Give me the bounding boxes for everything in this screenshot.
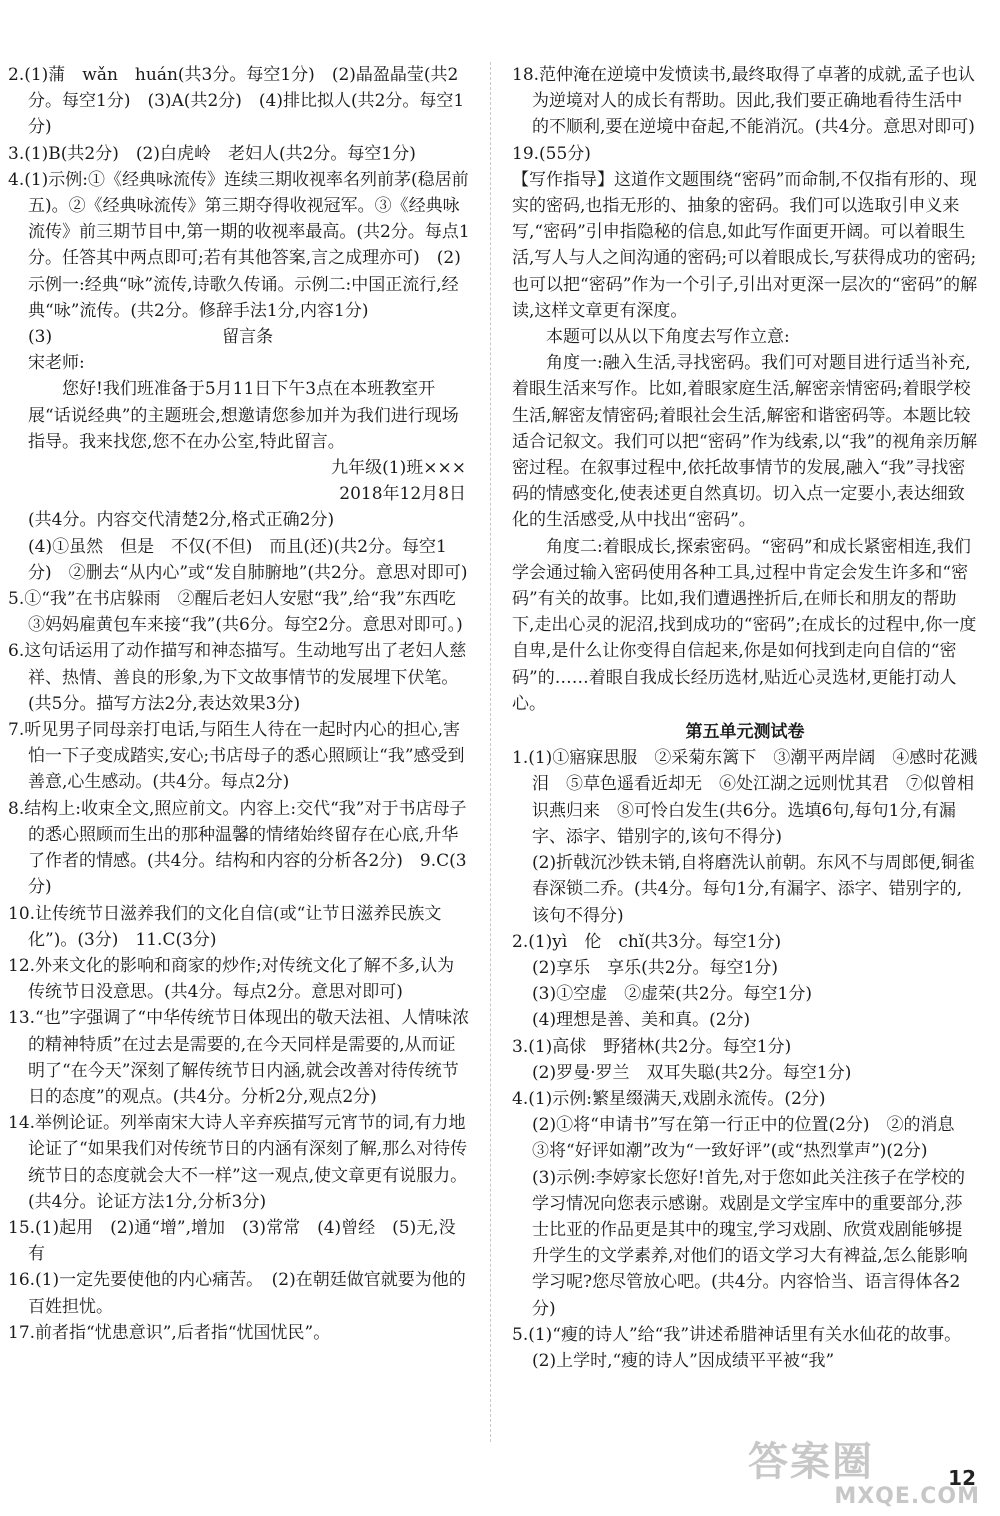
column-divider	[490, 62, 491, 1442]
answer-4: 4.(1)示例:①《经典咏流传》连续三期收视率名列前茅(稳居前五)。②《经典咏流传》第三期夺得收视冠军。③《经典咏流传》前三期节目中,第一期的收视率最高。(共2分。每点1分。任答其中两点即可;若有其他答案,言之成理亦可) (2)示例一:经典“咏”流传,诗歌久传诵。示例二:中国正流行,经典“咏”流传。(共2分。修辞手法1分,内容1分)	[8, 169, 470, 321]
unit5-answer-2-3: (3)①空虚 ②虚荣(共2分。每空1分)	[532, 984, 812, 1005]
answer-12: 12.外来文化的影响和商家的炒作;对传统文化了解不多,认为传统节日没意思。(共4分。每点2分。意思对即可)	[8, 955, 455, 1003]
unit5-answer-2-2: (2)享乐 享乐(共2分。每空1分)	[532, 957, 778, 978]
watermark	[748, 1440, 980, 1510]
note-signature: 九年级(1)班×××	[331, 458, 466, 479]
answer-13: 13.“也”字强调了“中华传统节日体现出的敬天法祖、人情味浓的精神特质”在过去是需要的,在今天同样是需要的,从而证明了“在今天”深刻了解传统节日内涵,就会改善对待传统节日的态度”的观点。(共4分。分析2分,观点2分)	[8, 1008, 470, 1107]
answer-18: 18.范仲淹在逆境中发愤读书,最终取得了卓著的成就,孟子也认为逆境对人的成长有帮助。因此,我们要正确地看待生活中的不顺利,要在逆境中奋起,不能消沉。(共4分。意思对即可)	[512, 65, 975, 138]
note-number: (3)	[28, 327, 53, 348]
answer-7: 7.听见男子同母亲打电话,与陌生人待在一起时内心的担心,害怕一下子变成踏实,安心;书店母子的悉心照顾让“我”感受到善意,心生感动。(共4分。每点2分)	[8, 720, 465, 793]
unit5-answer-2-1: 2.(1)yì 伦 chǐ(共3分。每空1分)	[512, 931, 782, 952]
right-column	[512, 62, 978, 1374]
answer-6: 6.这句话运用了动作描写和神态描写。生动地写出了老妇人慈祥、热情、善良的形象,为下文故事情节的发展埋下伏笔。(共5分。描写方法2分,表达效果3分)	[8, 641, 467, 714]
unit5-answer-4-2: (2)①将“申请书”写在第一行正中的位置(2分) ②的消息 ③将“好评如潮”改为“一致好评”(或“热烈掌声”)(2分)	[532, 1115, 972, 1162]
answer-10-11: 10.让传统节日滋养我们的文化自信(或“让节日滋养民族文化”)。(3分) 11.C(3分)	[8, 903, 442, 950]
answer-2: 2.(1)蒲 wǎn huán(共3分。每空1分) (2)晶盈晶莹(共2分。每空1分) (3)A(共2分) (4)排比拟人(共2分。每空1分)	[8, 65, 465, 138]
unit5-answer-2-4: (4)理想是善、美和真。(2分)	[532, 1010, 751, 1031]
left-column	[8, 62, 473, 1346]
writing-guide: 【写作指导】这道作文题围绕“密码”而命制,不仅指有形的、现实的密码,也指无形的、抽象的密码。我们可以选取引申义来写,“密码”引申指隐秘的信息,如此写作面更开阔。可以着眼生活,写人与人之间沟通的密码;可以着眼成长,写获得成功的密码;也可以把“密码”作为一个引子,引出对更深一层次的“密码”的解读,这样文章更有深度。	[512, 169, 978, 321]
note-salutation: 宋老师:	[28, 353, 85, 374]
unit5-answer-4-3: (3)示例:李婷家长您好!首先,对于您如此关注孩子在学校的学习情况向您表示感谢。戏剧是文学宝库中的重要部分,莎士比亚的作品更是其中的瑰宝,学习戏剧、欣赏戏剧能够提升学生的文学素养,对他们的语文学习大有裨益,怎么能影响学习呢?您尽管放心吧。(共4分。内容恰当、语言得体各2分)	[532, 1167, 968, 1319]
watermark-logo: 答案圈	[748, 1439, 874, 1485]
unit5-answer-1-2: (2)折戟沉沙铁未销,自将磨洗认前朝。东风不与周郎便,铜雀春深锁二乔。(共4分。每句1分,有漏字、添字、错别字的,该句不得分)	[532, 853, 975, 926]
answer-4-4: (4)①虽然 但是 不仅(不但) 而且(还)(共2分。每空1分) ②删去“从内心”或“发自肺腑地”(共2分。意思对即可)	[28, 536, 468, 583]
watermark-url: MXQE.COM	[834, 1484, 980, 1509]
note-scoring: (共4分。内容交代清楚2分,格式正确2分)	[28, 510, 335, 531]
answer-5: 5.①“我”在书店躲雨 ②醒后老妇人安慰“我”,给“我”东西吃 ③妈妈雇黄包车来接“我”(共6分。每空2分。意思对即可。)	[8, 589, 473, 636]
answer-16: 16.(1)一定先要使他的内心痛苦。 (2)在朝廷做官就要为他的百姓担忧。	[8, 1270, 466, 1317]
page-number: 12	[948, 1466, 976, 1490]
unit5-answer-3-1: 3.(1)高俅 野猪林(共2分。每空1分)	[512, 1036, 792, 1057]
answer-8-9: 8.结构上:收束全文,照应前文。内容上:交代“我”对于书店母子的悉心照顾而生出的那种温馨的情绪始终留存在心底,升华了作者的情感。(共4分。结构和内容的分析各2分) 9.C(3分)	[8, 798, 467, 898]
note-heading-row	[8, 324, 470, 350]
unit5-answer-5: 5.(1)“瘦的诗人”给“我”讲述希腊神话里有关水仙花的故事。 (2)上学时,“瘦的诗人”因成绩平平被“我”	[512, 1324, 970, 1371]
unit5-answer-1-1: 1.(1)①寤寐思服 ②采菊东篱下 ③潮平两岸阔 ④感时花溅泪 ⑤草色遥看近却无 ⑥处江湖之远则忧其君 ⑦似曾相识燕归来 ⑧可怜白发生(共6分。选填6句,每句1分,有漏字、添字、错别字的,该句不得分)	[512, 748, 978, 847]
answer-3: 3.(1)B(共2分) (2)白虎岭 老妇人(共2分。每空1分)	[8, 143, 416, 164]
note-body: 您好!我们班准备于5月11日下午3点在本班教室开展“话说经典”的主题班会,想邀请您参加并为我们进行现场指导。我来找您,您不在办公室,特此留言。	[28, 379, 459, 452]
unit5-answer-4-1: 4.(1)示例:繁星缀满天,戏剧永流传。(2分)	[512, 1088, 826, 1109]
answer-14: 14.举例论证。列举南宋大诗人辛弃疾描写元宵节的词,有力地论证了“如果我们对传统节日的内涵有深刻了解,那么对待传统节日的态度就会大不一样”这一观点,使文章更有说服力。(共4分。论证方法1分,分析3分)	[8, 1113, 468, 1212]
writing-angle-2: 角度二:着眼成长,探索密码。“密码”和成长紧密相连,我们学会通过输入密码使用各种工具,过程中肯定会发生许多和“密码”有关的故事。比如,我们遭遇挫折后,在师长和朋友的帮助下,走出心灵的泥沼,找到成功的“密码”;在成长的过程中,你一度自卑,是什么让你变得自信起来,你是如何找到走向自信的“密码”的……着眼自我成长经历选材,贴近心灵选材,更能打动人心。	[512, 536, 977, 714]
writing-angle-1: 角度一:融入生活,寻找密码。我们可对题目进行适当补充,着眼生活来写作。比如,着眼家庭生活,解密亲情密码;着眼学校生活,解密友情密码;着眼社会生活,解密和谐密码等。本题比较适合记叙文。我们可以把“密码”作为线索,以“我”的视角亲历解密过程。在叙事过程中,依托故事情节的发展,融入“我”寻找密码的情感变化,使表述更自然真切。切入点一定要小,表达细致化的生活感受,从中找出“密码”。	[512, 353, 978, 531]
answer-19: 19.(55分)	[512, 143, 591, 164]
writing-angles-intro: 本题可以从以下角度去写作立意:	[546, 327, 790, 348]
unit-5-test-title: 第五单元测试卷	[685, 722, 805, 743]
note-date: 2018年12月8日	[339, 484, 466, 505]
answer-17: 17.前者指“忧患意识”,后者指“忧国忧民”。	[8, 1322, 331, 1343]
unit5-answer-3-2: (2)罗曼·罗兰 双耳失聪(共2分。每空1分)	[532, 1062, 852, 1083]
answer-15: 15.(1)起用 (2)通“增”,增加 (3)常常 (4)曾经 (5)无,没有	[8, 1217, 456, 1265]
note-title: 留言条	[222, 327, 274, 348]
